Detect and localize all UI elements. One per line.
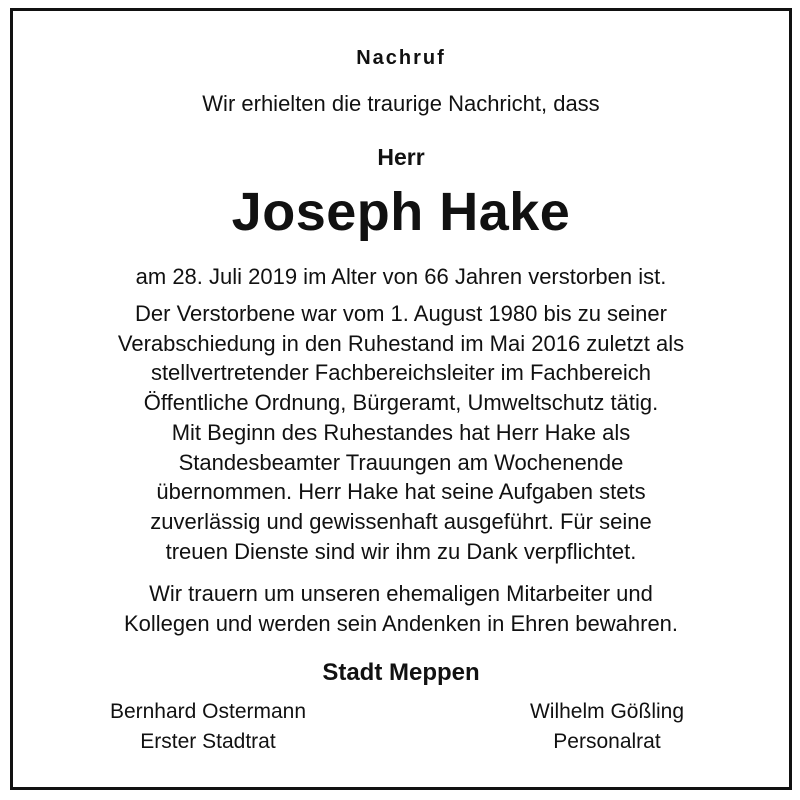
signatory-name: Wilhelm Gößling: [529, 700, 685, 723]
deceased-name: Joseph Hake: [231, 182, 571, 242]
biography-paragraph: [13, 299, 789, 566]
biography-line: Verabschiedung in den Ruhestand im Mai 2016 zuletzt als: [117, 330, 685, 356]
closing-line: Wir trauern um unseren ehemaligen Mitarbeiter und: [149, 581, 653, 606]
signatory-title: Erster Stadtrat: [140, 730, 276, 753]
death-date-line: am 28. Juli 2019 im Alter von 66 Jahren verstorben ist.: [135, 264, 667, 289]
biography-line: Öffentliche Ordnung, Bürgeramt, Umweltschutz tätig.: [143, 390, 659, 416]
signatory-right: [457, 697, 757, 757]
biography-line: Der Verstorbene war vom 1. August 1980 bis zu seiner: [135, 301, 667, 326]
signatory-name: Bernhard Ostermann: [109, 700, 307, 723]
biography-line: übernommen. Herr Hake hat seine Aufgaben stets: [156, 479, 646, 505]
closing-line: Kollegen und werden sein Andenken in Ehren bewahren.: [123, 611, 679, 636]
biography-line: treuen Dienste sind wir ihm zu Dank verpflichtet.: [165, 538, 637, 564]
intro-text: Wir erhielten die traurige Nachricht, dass: [202, 91, 600, 116]
organization-name: Stadt Meppen: [322, 659, 480, 686]
notice-heading: Nachruf: [356, 47, 446, 69]
obituary-frame: [10, 8, 792, 790]
closing-paragraph: [13, 579, 789, 639]
obituary-content: [13, 11, 789, 787]
signatory-left: [58, 697, 358, 757]
signatory-title: Personalrat: [553, 730, 661, 753]
biography-line: Mit Beginn des Ruhestandes hat Herr Hake als: [171, 419, 631, 445]
salutation: Herr: [377, 144, 425, 170]
biography-line: Standesbeamter Trauungen am Wochenende: [178, 449, 624, 475]
biography-line: stellvertretender Fachbereichsleiter im Fachbereich: [150, 360, 652, 386]
biography-line: zuverlässig und gewissenhaft ausgeführt. Für seine: [150, 508, 652, 534]
